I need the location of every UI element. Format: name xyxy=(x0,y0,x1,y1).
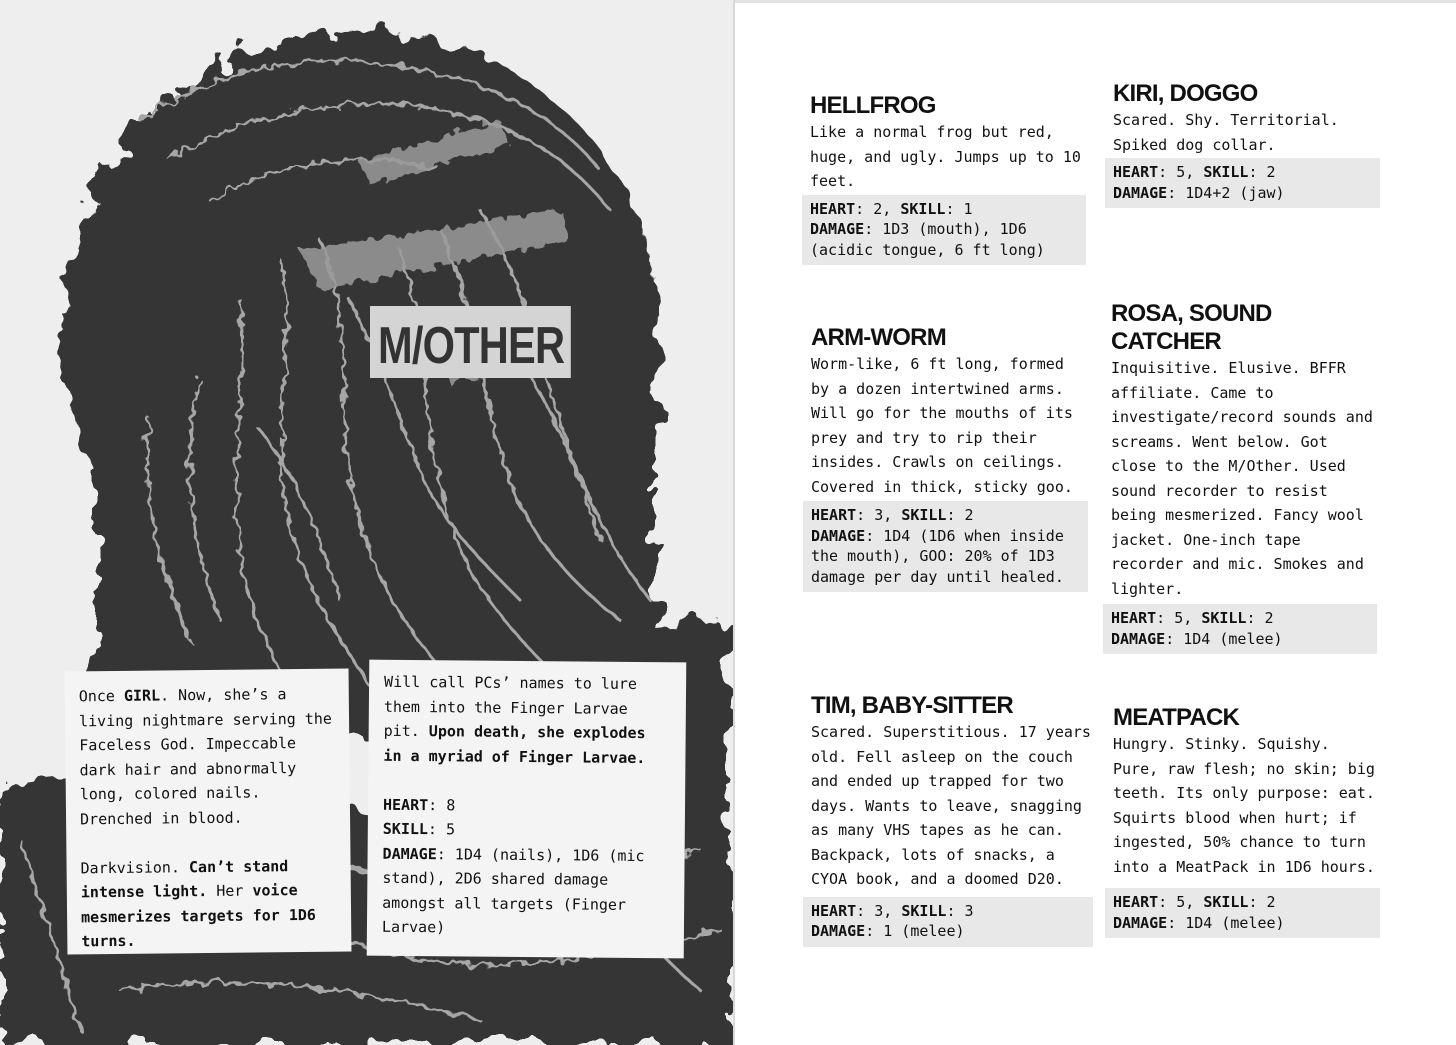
creature-entry-arm-worm xyxy=(811,324,1087,592)
mother-heart-stat: HEART: 8 xyxy=(382,795,456,814)
creature-description: Hungry. Stinky. Squishy. Pure, raw flesh; no skin; big teeth. Its only purpose: eat. Squirts blood when hurt; if ingested, 50% chance to turn into a MeatPack in 1D6 hours. xyxy=(1113,735,1375,876)
creature-description: Worm-like, 6 ft long, formed by a dozen intertwined arms. Will go for the mouths of its prey and try to rip their insides. Crawls on ceilings. Covered in thick, sticky goo. xyxy=(811,355,1073,496)
mother-stats-card xyxy=(367,660,687,959)
page-top-edge xyxy=(735,0,1456,3)
creature-description: Inquisitive. Elusive. BFFR affiliate. Came to investigate/record sounds and screams. Went below. Got close to the M/Other. Used sound recorder to resist being mesmerized. Fancy wool jacket. One-inch tape recorder and mic. Smokes and lighter. xyxy=(1111,359,1373,598)
creature-stat-block: HEART: 2, SKILL: 1 DAMAGE: 1D3 (mouth), 1D6 (acidic tongue, 6 ft long) xyxy=(802,195,1086,266)
character-title: M/OTHER xyxy=(370,306,571,378)
mother-description-card xyxy=(65,669,352,955)
creature-entry-rosa xyxy=(1111,300,1381,654)
creature-name: ARM-WORM xyxy=(811,324,946,351)
creature-description: Scared. Superstitious. 17 years old. Fell asleep on the couch and ended up trapped for two days. Wants to leave, snagging as many VHS tapes as he can. Backpack, lots of snacks, a CYOA book, and a doomed D20. xyxy=(811,723,1091,888)
creature-entry-hellfrog xyxy=(810,92,1086,265)
creature-name: TIM, BABY-SITTER xyxy=(811,692,1013,719)
creature-entry-kiri xyxy=(1113,80,1379,208)
mother-skill-stat: SKILL: 5 xyxy=(382,819,456,839)
creature-name: KIRI, DOGGO xyxy=(1113,80,1258,107)
creature-stat-block: HEART: 3, SKILL: 2 DAMAGE: 1D4 (1D6 when inside the mouth), GOO: 20% of 1D3 damage per day until healed. xyxy=(803,501,1088,592)
page-gutter xyxy=(733,0,735,1045)
creature-stat-block: HEART: 5, SKILL: 2 DAMAGE: 1D4 (melee) xyxy=(1105,888,1380,938)
creature-stat-block: HEART: 5, SKILL: 2 DAMAGE: 1D4 (melee) xyxy=(1103,604,1377,654)
creature-stat-block: HEART: 3, SKILL: 3 DAMAGE: 1 (melee) xyxy=(803,897,1093,947)
creature-name: MEATPACK xyxy=(1113,704,1240,731)
creature-description: Like a normal frog but red, huge, and ugly. Jumps up to 10 feet. xyxy=(810,123,1081,190)
creature-name: ROSA, SOUND CATCHER xyxy=(1111,300,1272,355)
creature-entry-tim xyxy=(811,692,1091,947)
mother-damage-stat: DAMAGE: 1D4 (nails), 1D6 (mic stand), 2D6 shared damage amongst all targets (Finger Larvae) xyxy=(381,844,645,937)
creature-name: HELLFROG xyxy=(810,92,936,119)
creature-stat-block: HEART: 5, SKILL: 2 DAMAGE: 1D4+2 (jaw) xyxy=(1105,158,1380,208)
mother-behavior-text: Will call PCs’ names to lure them into the Finger Larvae pit. Upon death, she explodes in a myriad of Finger Larvae. xyxy=(383,672,646,767)
creature-entry-meatpack xyxy=(1113,704,1379,938)
mother-origin-text: Once GIRL. Now, she’s a living nightmare serving the Faceless God. Impeccable dark hair and abnormally long, colored nails. Drenched in blood. xyxy=(78,685,332,828)
creature-description: Scared. Shy. Territorial. Spiked dog collar. xyxy=(1113,111,1339,154)
mother-abilities-text: Darkvision. Can’t stand intense light. Her voice mesmerizes targets for 1D6 turns. xyxy=(80,856,316,951)
